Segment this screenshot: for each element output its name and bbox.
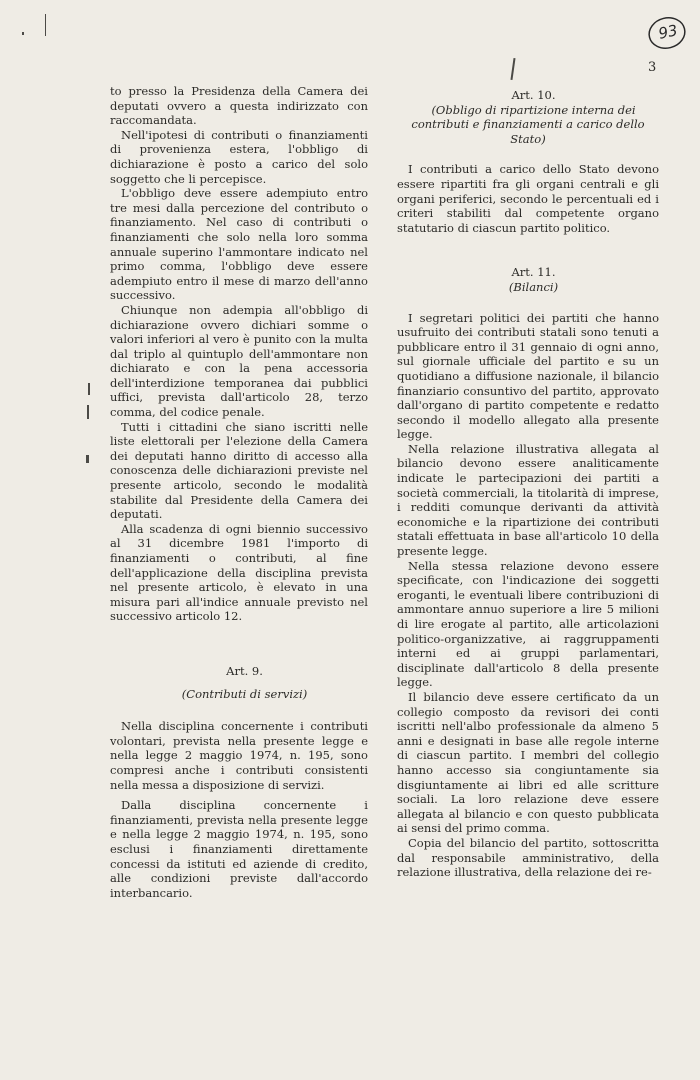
scan-mark <box>22 32 24 35</box>
paragraph: Nella stessa relazione devono essere specificate, con l'indicazione dei soggetti eroganti, le eventuali libere contribuzioni di ammontare annuo superiore a lire 5 milioni di lire erogate al partito, alle articolazioni politico-organizzative, ai raggruppamenti interni ed ai gruppi parlamentari, disciplinate dall'articolo 8 della presente legge. <box>397 558 659 690</box>
paragraph: Alla scadenza di ogni biennio successivo al 31 dicembre 1981 l'importo di finanziamenti o contributi, al fine dell'applicazione della disciplina prevista nel presente articolo, è elevato in una misura pari all'indice annuale previsto nel successivo articolo 12. <box>110 521 368 624</box>
article-9-title: Art. 9. <box>226 663 263 678</box>
page-stamp <box>646 14 688 52</box>
article-10-subtitle: (Obbligo di ripartizione interna dei contributi e finanziamenti a carico dello Stato) <box>411 102 645 146</box>
paragraph: Tutti i cittadini che siano iscritti nelle liste elettorali per l'elezione della Camera dei deputati hanno diritto di accesso alla conoscenza delle dichiarazioni previste nel presente articolo, secondo le modalità stabilite dal Presidente della Camera dei deputati. <box>110 419 368 522</box>
stamp-number: 93 <box>656 21 680 43</box>
article-11-title: Art. 11. <box>511 265 556 280</box>
paragraph: Chiunque non adempia all'obbligo di dichiarazione ovvero dichiari somme o valori inferiori al vero è punito con la multa dal triplo al quintuplo dell'ammontare non dichiarato e con la pena accessoria dell'interdizione temporanea dai pubblici uffici, prevista dall'articolo 28, terzo comma, del codice penale. <box>110 302 368 420</box>
paragraph: L'obbligo deve essere adempiuto entro tre mesi dalla percezione del contributo o finanziamento. Nel caso di contributi o finanziamenti che solo nella loro somma annuale superino l'ammontare indicato nel primo comma, l'obbligo deve essere adempiuto entro il mese di marzo dell'anno successivo. <box>110 186 368 303</box>
article-11-subtitle: (Bilanci) <box>508 279 559 294</box>
paragraph: Nella relazione illustrativa allegata al bilancio devono essere analiticamente indicate le partecipazioni dei partiti a società commerciali, la titolarità di imprese, i redditi comunque derivanti da attività economiche e la ripartizione dei contributi statali effettuata in base all'articolo 10 della presente legge. <box>397 441 659 559</box>
scan-mark <box>86 455 89 463</box>
paragraph: to presso la Presidenza della Camera dei deputati ovvero a questa indirizzato con raccomandata. <box>110 84 368 128</box>
scan-mark <box>87 405 89 419</box>
scan-mark <box>510 58 515 80</box>
paragraph: Dalla disciplina concernente i finanziamenti, prevista nella presente legge e nella legge 2 maggio 1974, n. 195, sono esclusi i finanziamenti direttamente concessi da istituti ed aziende di credito, alle condizioni previste dall'accordo interbancario. <box>110 798 368 900</box>
left-column <box>110 84 368 900</box>
paragraph: I contributi a carico dello Stato devono essere ripartiti fra gli organi centrali e gli organi periferici, secondo le percentuali ed i criteri stabiliti dal competente organo statutario di ciascun partito politico. <box>397 162 659 235</box>
paragraph: Nell'ipotesi di contributi o finanziamenti di provenienza estera, l'obbligo di dichiarazione è posto a carico del solo soggetto che li percepisce. <box>110 127 368 186</box>
paragraph: I segretari politici dei partiti che hanno usufruito dei contributi statali sono tenuti a pubblicare entro il 31 gennaio di ogni anno, sul giornale ufficiale del partito e su un quotidiano a diffusione nazionale, il bilancio finanziario consuntivo del partito, approvato dall'organo di partito competente e redatto secondo il modello allegato alla presente legge. <box>397 310 659 442</box>
scan-mark <box>45 14 46 36</box>
right-column <box>397 88 659 880</box>
page-number: 3 <box>648 60 657 75</box>
article-10-title: Art. 10. <box>511 88 556 102</box>
paragraph: Il bilancio deve essere certificato da un collegio composto da revisori dei conti iscritti nell'albo professionale da almeno 5 anni e designati in base alle regole interne di ciascun partito. I membri del collegio hanno accesso sia congiuntamente sia disgiuntamente ai libri ed alle scritture sociali. La loro relazione deve essere allegata al bilancio e con questo pubblicata ai sensi del primo comma. <box>397 689 659 836</box>
paragraph: Copia del bilancio del partito, sottoscritta dal responsabile amministrativo, della relazione illustrativa, della relazione dei re- <box>397 835 659 880</box>
scan-mark <box>88 383 90 395</box>
article-9-subtitle: (Contributi di servizi) <box>181 686 308 701</box>
paragraph: Nella disciplina concernente i contributi volontari, prevista nella presente legge e nella legge 2 maggio 1974, n. 195, sono compresi anche i contributi consistenti nella messa a disposizione di servizi. <box>110 719 368 792</box>
